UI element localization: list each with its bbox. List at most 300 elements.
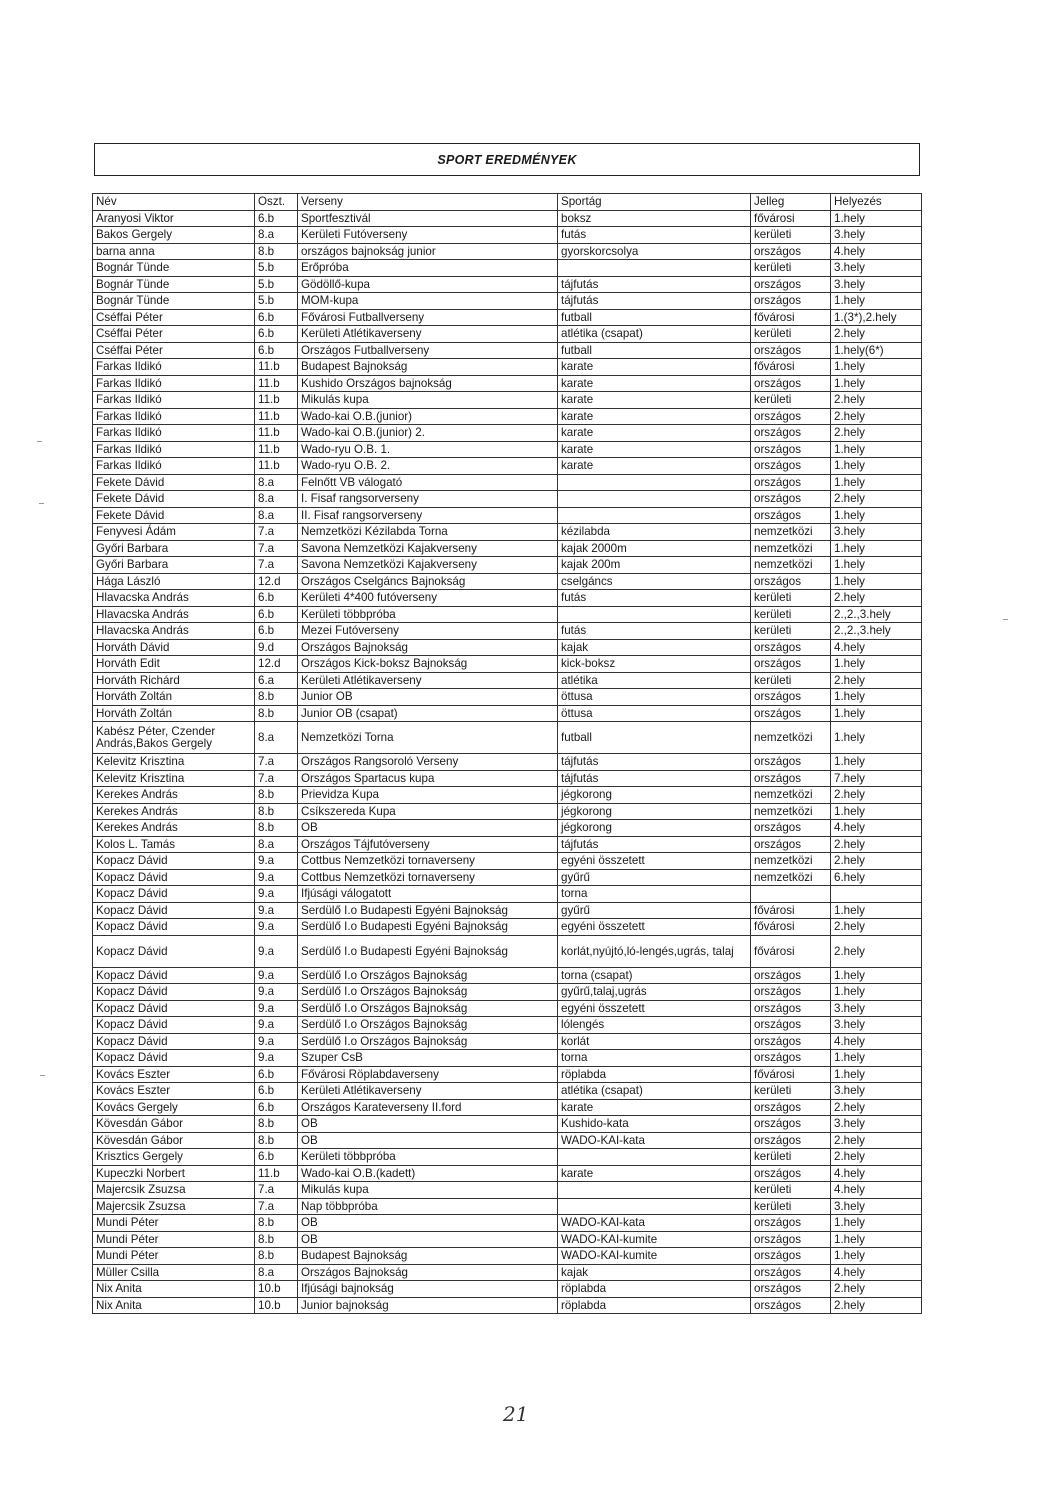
results-table [92, 193, 922, 1314]
cell-type: országos [751, 1215, 831, 1232]
cell-place: 1.hely [831, 902, 922, 919]
edge-mark [37, 441, 42, 442]
cell-type: országos [751, 375, 831, 392]
cell-event: OB [298, 1231, 558, 1248]
cell-place: 1.hely [831, 656, 922, 673]
cell-class: 8.b [255, 820, 298, 837]
cell-type: kerületi [751, 326, 831, 343]
cell-event: MOM-kupa [298, 293, 558, 310]
cell-name: Kopacz Dávid [93, 967, 255, 984]
cell-name: Kopacz Dávid [93, 984, 255, 1001]
cell-place [831, 886, 922, 903]
cell-event: Wado-kai O.B.(junior) [298, 408, 558, 425]
cell-sport: tájfutás [558, 754, 751, 771]
cell-type: kerületi [751, 392, 831, 409]
cell-name: barna anna [93, 243, 255, 260]
cell-event: Savona Nemzetközi Kajakverseny [298, 540, 558, 557]
cell-event: Serdülő I.o Budapesti Egyéni Bajnokság [298, 935, 558, 967]
cell-name: Kovács Gergely [93, 1099, 255, 1116]
cell-place: 1.hely [831, 474, 922, 491]
cell-name: Kopacz Dávid [93, 902, 255, 919]
cell-place: 1.hely [831, 967, 922, 984]
table-row [93, 1149, 922, 1166]
header-row [93, 194, 922, 211]
cell-name: Kövesdán Gábor [93, 1132, 255, 1149]
cell-name: Cséffai Péter [93, 309, 255, 326]
table-row [93, 342, 922, 359]
cell-sport [558, 606, 751, 623]
cell-name: Nix Anita [93, 1297, 255, 1314]
table-row [93, 1017, 922, 1034]
cell-sport: kick-boksz [558, 656, 751, 673]
table-row [93, 770, 922, 787]
cell-name: Fenyvesi Ádám [93, 524, 255, 541]
cell-sport: futás [558, 227, 751, 244]
table-row [93, 276, 922, 293]
cell-place: 4.hely [831, 1264, 922, 1281]
cell-type: nemzetközi [751, 722, 831, 754]
table-row [93, 803, 922, 820]
cell-sport: karate [558, 1165, 751, 1182]
cell-class: 7.a [255, 1198, 298, 1215]
cell-type: országos [751, 1248, 831, 1265]
cell-sport: egyéni összetett [558, 1000, 751, 1017]
cell-place: 3.hely [831, 227, 922, 244]
cell-class: 6.b [255, 326, 298, 343]
cell-name: Bakos Gergely [93, 227, 255, 244]
table-row [93, 359, 922, 376]
cell-class: 9.a [255, 1000, 298, 1017]
table-row [93, 1116, 922, 1133]
table-row [93, 672, 922, 689]
cell-event: Kerületi Futóverseny [298, 227, 558, 244]
cell-type: országos [751, 1165, 831, 1182]
cell-place: 2.hely [831, 919, 922, 936]
cell-event: Országos Kick-boksz Bajnokság [298, 656, 558, 673]
cell-place: 3.hely [831, 1083, 922, 1100]
cell-class: 6.b [255, 210, 298, 227]
cell-place: 3.hely [831, 260, 922, 277]
cell-class: 7.a [255, 524, 298, 541]
cell-sport: öttusa [558, 705, 751, 722]
cell-type: országos [751, 1132, 831, 1149]
table-row [93, 689, 922, 706]
cell-sport: karate [558, 1099, 751, 1116]
cell-type: fővárosi [751, 902, 831, 919]
cell-type: kerületi [751, 260, 831, 277]
cell-sport: gyűrű,talaj,ugrás [558, 984, 751, 1001]
cell-class: 12.d [255, 573, 298, 590]
cell-sport: futball [558, 309, 751, 326]
cell-type: országos [751, 967, 831, 984]
cell-name: Kopacz Dávid [93, 919, 255, 936]
cell-class: 9.a [255, 967, 298, 984]
cell-sport: Kushido-kata [558, 1116, 751, 1133]
cell-class: 11.b [255, 458, 298, 475]
cell-type: nemzetközi [751, 853, 831, 870]
cell-sport: karate [558, 392, 751, 409]
table-row [93, 1050, 922, 1067]
cell-event: Serdülő I.o Budapesti Egyéni Bajnokság [298, 919, 558, 936]
table-row [93, 787, 922, 804]
cell-name: Hlavacska András [93, 606, 255, 623]
cell-sport [558, 507, 751, 524]
cell-sport: WADO-KAI-kumite [558, 1231, 751, 1248]
cell-class: 11.b [255, 359, 298, 376]
cell-name: Farkas Ildikó [93, 441, 255, 458]
cell-sport: WADO-KAI-kata [558, 1132, 751, 1149]
cell-sport: atlétika [558, 672, 751, 689]
cell-event: OB [298, 1116, 558, 1133]
table-row [93, 722, 922, 754]
table-row [93, 507, 922, 524]
cell-event: Budapest Bajnokság [298, 359, 558, 376]
cell-type: országos [751, 689, 831, 706]
cell-place: 2.hely [831, 836, 922, 853]
cell-sport: tájfutás [558, 293, 751, 310]
table-row [93, 491, 922, 508]
cell-class: 9.a [255, 1050, 298, 1067]
cell-name: Farkas Ildikó [93, 408, 255, 425]
cell-type: országos [751, 656, 831, 673]
cell-event: Junior bajnokság [298, 1297, 558, 1314]
cell-sport: röplabda [558, 1281, 751, 1298]
cell-sport [558, 1182, 751, 1199]
cell-class: 5.b [255, 276, 298, 293]
cell-sport: WADO-KAI-kumite [558, 1248, 751, 1265]
cell-class: 8.a [255, 722, 298, 754]
table-row [93, 326, 922, 343]
table-row [93, 1000, 922, 1017]
cell-sport [558, 260, 751, 277]
cell-type: országos [751, 441, 831, 458]
cell-event: Szuper CsB [298, 1050, 558, 1067]
cell-place: 2.hely [831, 1132, 922, 1149]
cell-type: fővárosi [751, 935, 831, 967]
cell-sport: jégkorong [558, 820, 751, 837]
table-row [93, 984, 922, 1001]
cell-sport: röplabda [558, 1066, 751, 1083]
cell-type [751, 886, 831, 903]
cell-place: 1.hely [831, 803, 922, 820]
cell-type: országos [751, 1231, 831, 1248]
cell-place: 1.hely [831, 722, 922, 754]
cell-event: Országos Futballverseny [298, 342, 558, 359]
table-row [93, 935, 922, 967]
cell-class: 8.a [255, 507, 298, 524]
cell-name: Kopacz Dávid [93, 935, 255, 967]
cell-class: 8.b [255, 1116, 298, 1133]
cell-name: Kovács Eszter [93, 1066, 255, 1083]
cell-sport: tájfutás [558, 770, 751, 787]
cell-name: Bognár Tünde [93, 260, 255, 277]
cell-type: fővárosi [751, 919, 831, 936]
cell-name: Kabész Péter, Czender András,Bakos Gergely [93, 722, 255, 754]
cell-class: 7.a [255, 1182, 298, 1199]
cell-place: 3.hely [831, 1017, 922, 1034]
table-row [93, 886, 922, 903]
cell-place: 3.hely [831, 524, 922, 541]
cell-type: országos [751, 754, 831, 771]
cell-sport: jégkorong [558, 787, 751, 804]
cell-type: országos [751, 1017, 831, 1034]
cell-place: 1.hely [831, 507, 922, 524]
table-row [93, 1083, 922, 1100]
cell-place: 1.hely [831, 359, 922, 376]
cell-place: 3.hely [831, 276, 922, 293]
cell-type: országos [751, 507, 831, 524]
table-row [93, 902, 922, 919]
cell-place: 1.hely [831, 293, 922, 310]
cell-place: 1.hely [831, 557, 922, 574]
cell-name: Cséffai Péter [93, 326, 255, 343]
cell-class: 7.a [255, 754, 298, 771]
table-row [93, 441, 922, 458]
cell-event: Országos Spartacus kupa [298, 770, 558, 787]
cell-name: Kerekes András [93, 803, 255, 820]
table-row [93, 1132, 922, 1149]
cell-event: Országos Karateverseny II.ford [298, 1099, 558, 1116]
table-row [93, 408, 922, 425]
cell-type: országos [751, 458, 831, 475]
header-place: Helyezés [831, 194, 922, 211]
cell-class: 7.a [255, 557, 298, 574]
table-row [93, 820, 922, 837]
cell-type: kerületi [751, 1182, 831, 1199]
cell-place: 2.hely [831, 1099, 922, 1116]
cell-place: 1.hely [831, 540, 922, 557]
cell-name: Kövesdán Gábor [93, 1116, 255, 1133]
cell-class: 9.a [255, 1033, 298, 1050]
cell-place: 3.hely [831, 1198, 922, 1215]
cell-name: Kopacz Dávid [93, 1000, 255, 1017]
cell-type: országos [751, 705, 831, 722]
cell-name: Bognár Tünde [93, 293, 255, 310]
cell-sport: torna [558, 886, 751, 903]
table-row [93, 1033, 922, 1050]
cell-event: Országos Rangsoroló Verseny [298, 754, 558, 771]
cell-sport: karate [558, 425, 751, 442]
cell-class: 8.a [255, 1264, 298, 1281]
cell-name: Fekete Dávid [93, 507, 255, 524]
cell-place: 2.,2.,3.hely [831, 606, 922, 623]
edge-mark [40, 1075, 45, 1076]
cell-sport: boksz [558, 210, 751, 227]
cell-place: 1.hely [831, 375, 922, 392]
cell-name: Farkas Ildikó [93, 458, 255, 475]
table-row [93, 1248, 922, 1265]
cell-place: 2.hely [831, 590, 922, 607]
cell-name: Kopacz Dávid [93, 869, 255, 886]
cell-event: Országos Cselgáncs Bajnokság [298, 573, 558, 590]
cell-type: országos [751, 1264, 831, 1281]
cell-class: 7.a [255, 770, 298, 787]
cell-event: Junior OB [298, 689, 558, 706]
cell-place: 2.hely [831, 672, 922, 689]
cell-event: Kerületi többpróba [298, 1149, 558, 1166]
cell-place: 6.hely [831, 869, 922, 886]
cell-type: nemzetközi [751, 803, 831, 820]
cell-event: Serdülő I.o Országos Bajnokság [298, 984, 558, 1001]
cell-type: nemzetközi [751, 869, 831, 886]
cell-event: Nemzetközi Torna [298, 722, 558, 754]
cell-class: 8.b [255, 243, 298, 260]
cell-name: Fekete Dávid [93, 491, 255, 508]
cell-name: Kopacz Dávid [93, 886, 255, 903]
cell-type: országos [751, 639, 831, 656]
cell-sport [558, 1198, 751, 1215]
cell-name: Kelevitz Krisztina [93, 770, 255, 787]
cell-name: Hlavacska András [93, 623, 255, 640]
cell-event: Ifjúsági bajnokság [298, 1281, 558, 1298]
cell-class: 9.a [255, 984, 298, 1001]
cell-class: 6.b [255, 590, 298, 607]
cell-event: Ifjúsági válogatott [298, 886, 558, 903]
cell-type: országos [751, 408, 831, 425]
cell-sport: WADO-KAI-kata [558, 1215, 751, 1232]
cell-type: nemzetközi [751, 524, 831, 541]
cell-class: 9.a [255, 935, 298, 967]
cell-event: Országos Bajnokság [298, 639, 558, 656]
table-row [93, 705, 922, 722]
cell-event: Mezei Futóverseny [298, 623, 558, 640]
cell-name: Farkas Ildikó [93, 359, 255, 376]
cell-class: 9.a [255, 919, 298, 936]
table-row [93, 606, 922, 623]
cell-sport: gyűrű [558, 902, 751, 919]
cell-sport: torna (csapat) [558, 967, 751, 984]
cell-type: országos [751, 1000, 831, 1017]
cell-name: Mundi Péter [93, 1231, 255, 1248]
cell-sport: jégkorong [558, 803, 751, 820]
cell-type: kerületi [751, 1083, 831, 1100]
cell-name: Cséffai Péter [93, 342, 255, 359]
cell-event: Serdülő I.o Országos Bajnokság [298, 1000, 558, 1017]
cell-name: Hlavacska András [93, 590, 255, 607]
cell-event: Kerületi Atlétikaverseny [298, 326, 558, 343]
edge-mark [1003, 619, 1008, 620]
cell-place: 3.hely [831, 1116, 922, 1133]
cell-sport: futball [558, 722, 751, 754]
cell-event: Csíkszereda Kupa [298, 803, 558, 820]
cell-event: Wado-ryu O.B. 2. [298, 458, 558, 475]
cell-place: 1.hely [831, 984, 922, 1001]
cell-sport: karate [558, 441, 751, 458]
cell-type: országos [751, 293, 831, 310]
table-row [93, 967, 922, 984]
table-row [93, 1231, 922, 1248]
cell-sport: lólengés [558, 1017, 751, 1034]
cell-name: Kerekes András [93, 787, 255, 804]
cell-class: 8.a [255, 227, 298, 244]
cell-sport: tájfutás [558, 836, 751, 853]
cell-class: 5.b [255, 293, 298, 310]
cell-class: 6.a [255, 672, 298, 689]
cell-event: Serdülő I.o Budapesti Egyéni Bajnokság [298, 902, 558, 919]
cell-place: 1.hely [831, 754, 922, 771]
table-row [93, 590, 922, 607]
cell-sport: karate [558, 458, 751, 475]
cell-name: Kovács Eszter [93, 1083, 255, 1100]
cell-sport: futás [558, 590, 751, 607]
cell-event: Budapest Bajnokság [298, 1248, 558, 1265]
cell-type: országos [751, 425, 831, 442]
cell-type: fővárosi [751, 359, 831, 376]
table-row [93, 1182, 922, 1199]
cell-class: 12.d [255, 656, 298, 673]
cell-type: nemzetközi [751, 540, 831, 557]
cell-place: 1.hely [831, 1050, 922, 1067]
cell-event: Savona Nemzetközi Kajakverseny [298, 557, 558, 574]
header-class: Oszt. [255, 194, 298, 211]
cell-class: 9.a [255, 853, 298, 870]
cell-class: 6.b [255, 623, 298, 640]
cell-event: Cottbus Nemzetközi tornaverseny [298, 869, 558, 886]
cell-sport: röplabda [558, 1297, 751, 1314]
cell-class: 9.a [255, 902, 298, 919]
cell-name: Hága László [93, 573, 255, 590]
cell-name: Kelevitz Krisztina [93, 754, 255, 771]
cell-class: 8.b [255, 689, 298, 706]
table-row [93, 1066, 922, 1083]
table-row [93, 1264, 922, 1281]
cell-place: 7.hely [831, 770, 922, 787]
cell-sport [558, 491, 751, 508]
cell-event: Kerületi 4*400 futóverseny [298, 590, 558, 607]
cell-sport: karate [558, 359, 751, 376]
cell-sport [558, 474, 751, 491]
header-sport: Sportág [558, 194, 751, 211]
cell-class: 8.a [255, 836, 298, 853]
cell-place: 2.hely [831, 1297, 922, 1314]
table-row [93, 557, 922, 574]
table-row [93, 540, 922, 557]
cell-event: Nemzetközi Kézilabda Torna [298, 524, 558, 541]
cell-sport: korlát [558, 1033, 751, 1050]
cell-type: országos [751, 820, 831, 837]
cell-sport: karate [558, 375, 751, 392]
cell-type: kerületi [751, 606, 831, 623]
page-title: SPORT EREDMÉNYEK [437, 152, 577, 167]
cell-class: 7.a [255, 540, 298, 557]
cell-class: 8.b [255, 1132, 298, 1149]
cell-place: 1.hely [831, 573, 922, 590]
cell-type: országos [751, 1281, 831, 1298]
title-box [94, 143, 920, 176]
cell-name: Farkas Ildikó [93, 425, 255, 442]
cell-sport: korlát,nyújtó,ló-lengés,ugrás, talaj [558, 935, 751, 967]
cell-class: 8.b [255, 787, 298, 804]
cell-type: országos [751, 1050, 831, 1067]
cell-sport: kajak [558, 1264, 751, 1281]
cell-class: 10.b [255, 1297, 298, 1314]
table-row [93, 836, 922, 853]
cell-type: országos [751, 491, 831, 508]
table-row [93, 227, 922, 244]
header-type: Jelleg [751, 194, 831, 211]
cell-class: 6.b [255, 1083, 298, 1100]
cell-event: Kerületi többpróba [298, 606, 558, 623]
cell-name: Kerekes András [93, 820, 255, 837]
cell-place: 2.hely [831, 491, 922, 508]
cell-class: 5.b [255, 260, 298, 277]
cell-class: 6.b [255, 342, 298, 359]
cell-place: 2.hely [831, 935, 922, 967]
cell-place: 1.hely [831, 689, 922, 706]
cell-sport: futball [558, 342, 751, 359]
cell-sport: atlétika (csapat) [558, 1083, 751, 1100]
cell-place: 2.hely [831, 326, 922, 343]
